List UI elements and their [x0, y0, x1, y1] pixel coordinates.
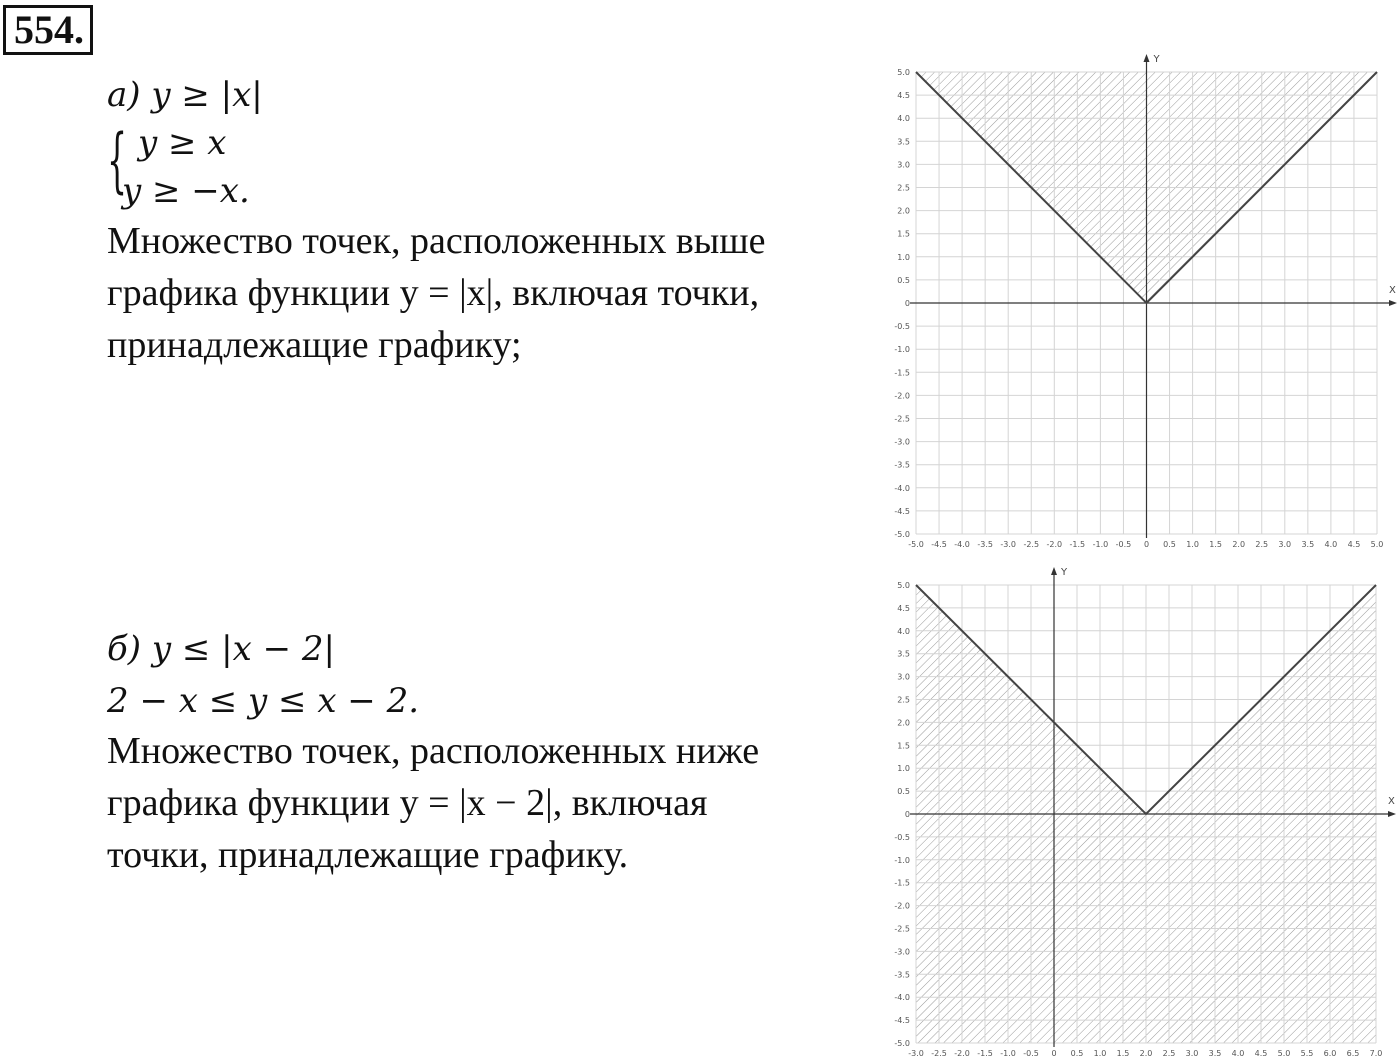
y-tick-label: 0.5 — [897, 275, 910, 285]
y-tick-label: -4.5 — [894, 506, 910, 516]
part-a-desc-line-1: Множество точек, расположенных выше — [107, 220, 766, 262]
y-tick-label: -3.0 — [894, 947, 910, 957]
system-brace: { — [107, 119, 128, 201]
y-tick-label: -0.5 — [894, 322, 910, 332]
y-tick-label: -2.0 — [894, 901, 910, 911]
x-tick-label: 6.5 — [1346, 1049, 1360, 1058]
y-tick-label: -4.5 — [894, 1016, 910, 1026]
x-axis-arrow — [1389, 300, 1397, 306]
x-tick-label: -2.5 — [1023, 540, 1040, 549]
x-tick-label: 3.5 — [1301, 540, 1315, 549]
y-tick-label: 4.0 — [897, 626, 910, 636]
x-tick-label: 3.0 — [1185, 1049, 1199, 1058]
y-tick-label: 3.5 — [897, 649, 910, 659]
y-tick-label: 4.5 — [897, 603, 910, 613]
x-tick-label: 2.5 — [1162, 1049, 1176, 1058]
y-tick-label: -2.0 — [894, 391, 910, 401]
x-tick-label: 3.5 — [1208, 1049, 1222, 1058]
y-tick-label: -3.5 — [894, 970, 910, 980]
part-a-desc-line-2: графика функции y = |x|, включая точки, — [107, 272, 760, 314]
y-tick-label: 3.5 — [897, 137, 910, 147]
y-tick-label: 2.5 — [897, 183, 910, 193]
y-tick-label: -1.0 — [894, 855, 910, 865]
part-a-inequality: а) y ≥ |x| — [107, 75, 263, 115]
y-tick-label: 4.5 — [897, 91, 910, 101]
x-tick-label: -1.0 — [1092, 540, 1109, 549]
x-tick-label: -3.0 — [908, 1049, 924, 1058]
y-tick-label: 1.5 — [897, 741, 910, 751]
y-tick-label: -2.5 — [894, 414, 910, 424]
y-tick-label: 0.5 — [897, 787, 910, 797]
y-axis-label: Y — [1153, 54, 1160, 65]
x-tick-label: -1.5 — [977, 1049, 993, 1058]
y-tick-label: 2.5 — [897, 695, 910, 705]
x-tick-label: -1.5 — [1069, 540, 1086, 549]
x-tick-label: 5.0 — [1370, 540, 1384, 549]
x-tick-label: 3.0 — [1278, 540, 1292, 549]
x-tick-label: 2.0 — [1232, 540, 1246, 549]
y-tick-label: 3.0 — [897, 160, 910, 170]
x-tick-label: -0.5 — [1023, 1049, 1039, 1058]
y-axis-arrow — [1144, 54, 1150, 62]
y-tick-label: -5.0 — [894, 1039, 910, 1048]
part-b-double-inequality: 2 − x ≤ y ≤ x − 2. — [107, 681, 420, 721]
y-tick-label: -1.5 — [894, 368, 910, 378]
x-tick-label: 1.5 — [1116, 1049, 1130, 1058]
x-tick-label: 2.5 — [1255, 540, 1269, 549]
x-axis-label: X — [1389, 285, 1396, 296]
part-b-desc-line-1: Множество точек, расположенных ниже — [107, 730, 760, 772]
x-tick-label: -4.0 — [954, 540, 970, 549]
x-tick-label: -2.5 — [931, 1049, 947, 1058]
x-tick-label: 4.0 — [1231, 1049, 1245, 1058]
y-tick-label: -2.5 — [894, 924, 910, 934]
part-b-desc-line-3: точки, принадлежащие графику. — [107, 834, 629, 876]
problem-number: 554. — [3, 5, 93, 55]
y-tick-label: 5.0 — [897, 581, 910, 590]
y-axis-label: Y — [1061, 567, 1068, 578]
y-tick-label: 0 — [904, 810, 910, 819]
y-tick-label: 3.0 — [897, 672, 910, 682]
y-tick-label: 2.0 — [897, 718, 910, 728]
y-tick-label: -3.0 — [894, 437, 910, 447]
x-tick-label: -5.0 — [908, 540, 924, 549]
part-a-system-line-1: y ≥ x — [138, 123, 227, 163]
y-tick-label: 4.0 — [897, 114, 910, 124]
x-tick-label: 0.5 — [1070, 1049, 1084, 1058]
x-tick-label: 1.0 — [1093, 1049, 1107, 1058]
x-tick-label: 2.0 — [1139, 1049, 1153, 1058]
x-tick-label: 4.5 — [1254, 1049, 1268, 1058]
part-b-inequality: б) y ≤ |x − 2| — [107, 629, 335, 669]
x-tick-label: 5.0 — [1277, 1049, 1291, 1058]
y-tick-label: 1.5 — [897, 229, 910, 239]
y-tick-label: -5.0 — [894, 530, 910, 539]
x-tick-label: -3.0 — [1000, 540, 1017, 549]
x-tick-label: 6.0 — [1323, 1049, 1337, 1058]
x-tick-label: 7.0 — [1369, 1049, 1383, 1058]
x-tick-label: 0 — [1051, 1049, 1057, 1058]
part-a-desc-line-3: принадлежащие графику; — [107, 324, 522, 366]
x-tick-label: 4.5 — [1347, 540, 1361, 549]
y-tick-label: 2.0 — [897, 206, 910, 216]
x-tick-label: 4.0 — [1324, 540, 1338, 549]
y-tick-label: -1.0 — [894, 345, 910, 355]
y-tick-label: -4.0 — [894, 483, 910, 493]
part-a-system-line-2: y ≥ −x. — [122, 171, 250, 211]
y-tick-label: 1.0 — [897, 764, 910, 774]
y-axis-arrow — [1051, 567, 1057, 575]
x-axis-arrow — [1388, 811, 1396, 817]
graph-abs-x — [880, 50, 1400, 550]
x-tick-label: 1.5 — [1209, 540, 1223, 549]
x-tick-label: 5.5 — [1300, 1049, 1314, 1058]
x-tick-label: -1.0 — [1000, 1049, 1016, 1058]
x-tick-label: -0.5 — [1115, 540, 1132, 549]
y-tick-label: -0.5 — [894, 832, 910, 842]
x-tick-label: -3.5 — [977, 540, 993, 549]
x-axis-label: X — [1388, 796, 1395, 807]
part-b-desc-line-2: графика функции y = |x − 2|, включая — [107, 782, 708, 824]
x-tick-label: 0.5 — [1163, 540, 1176, 549]
y-tick-label: 5.0 — [897, 68, 910, 77]
x-tick-label: 0 — [1143, 540, 1150, 549]
y-tick-label: 1.0 — [897, 252, 910, 262]
y-tick-label: 0 — [904, 299, 910, 308]
x-tick-label: -2.0 — [1046, 540, 1063, 549]
x-tick-label: -2.0 — [954, 1049, 970, 1058]
y-tick-label: -3.5 — [894, 460, 910, 470]
y-tick-label: -1.5 — [894, 878, 910, 888]
x-tick-label: 1.0 — [1186, 540, 1199, 549]
graph-abs-x-minus-2 — [880, 563, 1400, 1061]
x-tick-label: -4.5 — [931, 540, 947, 549]
y-tick-label: -4.0 — [894, 993, 910, 1003]
